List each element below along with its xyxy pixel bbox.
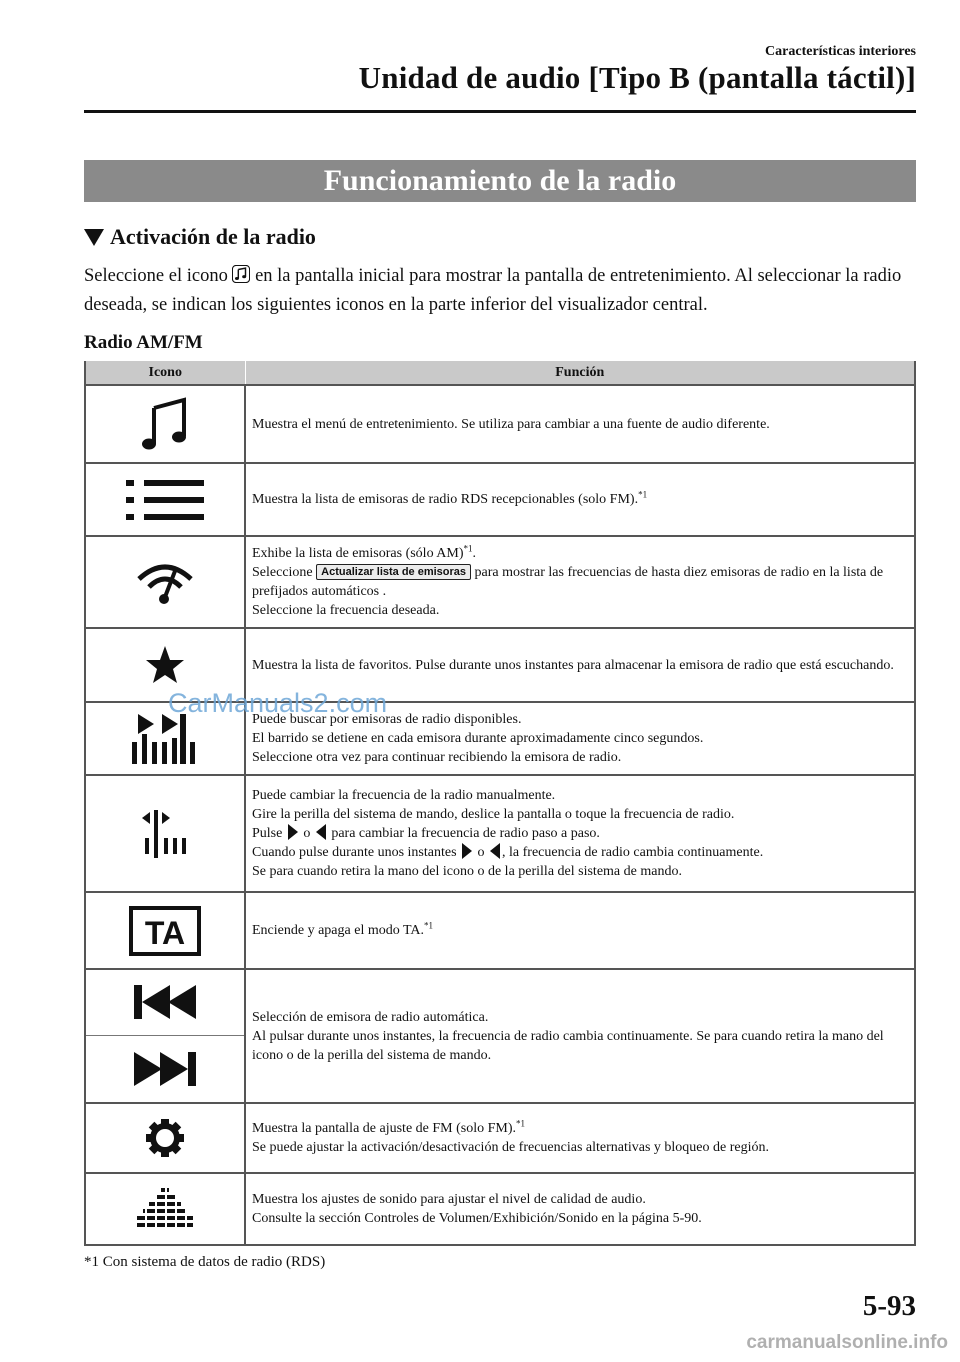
intro-paragraph [84, 262, 920, 320]
table-header-row [85, 361, 915, 385]
row-text: Puede cambiar la frecuencia de la radio manualmente. Gire la perilla del sistema de mando, deslice la pantalla o toque la frecuencia de radio. Pulse o para cambiar la frecuencia de radio paso a paso. Cuando pulse durante unos instantes o , la frecuencia de radio cambia continuamente. Se para cuando retira la mano del icono o de la perilla del sistema de mando. [245, 775, 915, 892]
svg-text:TA: TA [144, 914, 186, 951]
scan-icon [130, 712, 200, 766]
row-text: Muestra la lista de favoritos. Pulse durante unos instantes para almacenar la emisora de radio que está escuchando. [245, 628, 915, 702]
table-row [85, 775, 915, 892]
table-row [85, 892, 915, 969]
table-row [85, 463, 915, 536]
music-note-icon [232, 265, 250, 283]
table-row [85, 385, 915, 463]
page-number: 5-93 [862, 1290, 916, 1322]
table-row [85, 1103, 915, 1173]
station-list-icon [126, 476, 204, 524]
gear-icon [145, 1118, 185, 1158]
manual-tune-icon [140, 808, 190, 860]
skip-back-icon [132, 983, 198, 1021]
skip-forward-icon [132, 1050, 198, 1088]
function-table [84, 361, 916, 1246]
play-left-icon [316, 824, 326, 840]
table-row [85, 536, 915, 628]
intro-text-1: Seleccione el icono [84, 266, 233, 286]
row-text: Muestra la lista de emisoras de radio RDS recepcionables (solo FM).$^{*1}$ [245, 463, 915, 536]
row-text: Muestra el menú de entretenimiento. Se utiliza para cambiar a una fuente de audio diferente. [245, 385, 915, 463]
col-icon-header: Icono [85, 361, 245, 385]
am-signal-icon [135, 557, 195, 607]
section-banner: Funcionamiento de la radio [84, 160, 916, 202]
star-icon [145, 645, 185, 685]
music-note-icon [140, 396, 190, 452]
header-rule [84, 110, 916, 113]
sound-settings-icon [135, 1186, 195, 1232]
section-heading [84, 224, 316, 250]
table-row [85, 1173, 915, 1245]
section-heading-text: Activación de la radio [110, 224, 316, 249]
table-row [85, 969, 915, 1035]
subheading-am-fm: Radio AM/FM [84, 332, 203, 353]
watermark-logo: CarManuals2.com [168, 688, 388, 718]
bottom-watermark: carmanualsonline.info [746, 1332, 948, 1353]
intro-text-2: en la pantalla inicial para mostrar la pantalla de entretenimiento. Al seleccionar la radio deseada, se indican los siguientes iconos en la parte inferior del visualizador central. [84, 266, 902, 315]
col-function-header: Función [245, 361, 915, 385]
row-text: Enciende y apaga el modo TA.$^{*1}$ [245, 892, 915, 969]
play-right-icon [288, 824, 298, 840]
update-station-list-button[interactable]: Actualizar lista de emisoras [316, 564, 471, 580]
row-text: Puede buscar por emisoras de radio disponibles. El barrido se detiene en cada emisora durante aproximadamente cinco segundos. Seleccione otra vez para continuar recibiendo la emisora de radio. [245, 702, 915, 775]
ta-icon [129, 906, 201, 956]
row-text: Muestra la pantalla de ajuste de FM (solo FM).$^{*1}$ Se puede ajustar la activación/desactivación de frecuencias alternativas y bloqueo de región. [245, 1103, 915, 1173]
page-title: Unidad de audio [Tipo B (pantalla táctil)] [358, 60, 916, 95]
play-left-icon [490, 843, 500, 859]
row-text: Exhibe la lista de emisoras (sólo AM)$^{*1}$. Seleccione Actualizar lista de emisoras para mostrar las frecuencias de hasta diez emisoras de radio en la lista de prefijados automáticos . Seleccione la frecuencia deseada. [245, 536, 915, 628]
play-right-icon [462, 843, 472, 859]
footnote: *1 Con sistema de datos de radio (RDS) [84, 1254, 326, 1270]
row-text: Selección de emisora de radio automática. Al pulsar durante unos instantes, la frecuencia de radio cambia continuamente. Se para cuando retira la mano del icono o de la perilla del sistema de mando. [245, 969, 915, 1103]
triangle-bullet-icon [84, 229, 104, 246]
row-text: Muestra los ajustes de sonido para ajustar el nivel de calidad de audio. Consulte la sección Controles de Volumen/Exhibición/Sonido en la página 5-90. [245, 1173, 915, 1245]
section-label: Características interiores [765, 44, 916, 59]
